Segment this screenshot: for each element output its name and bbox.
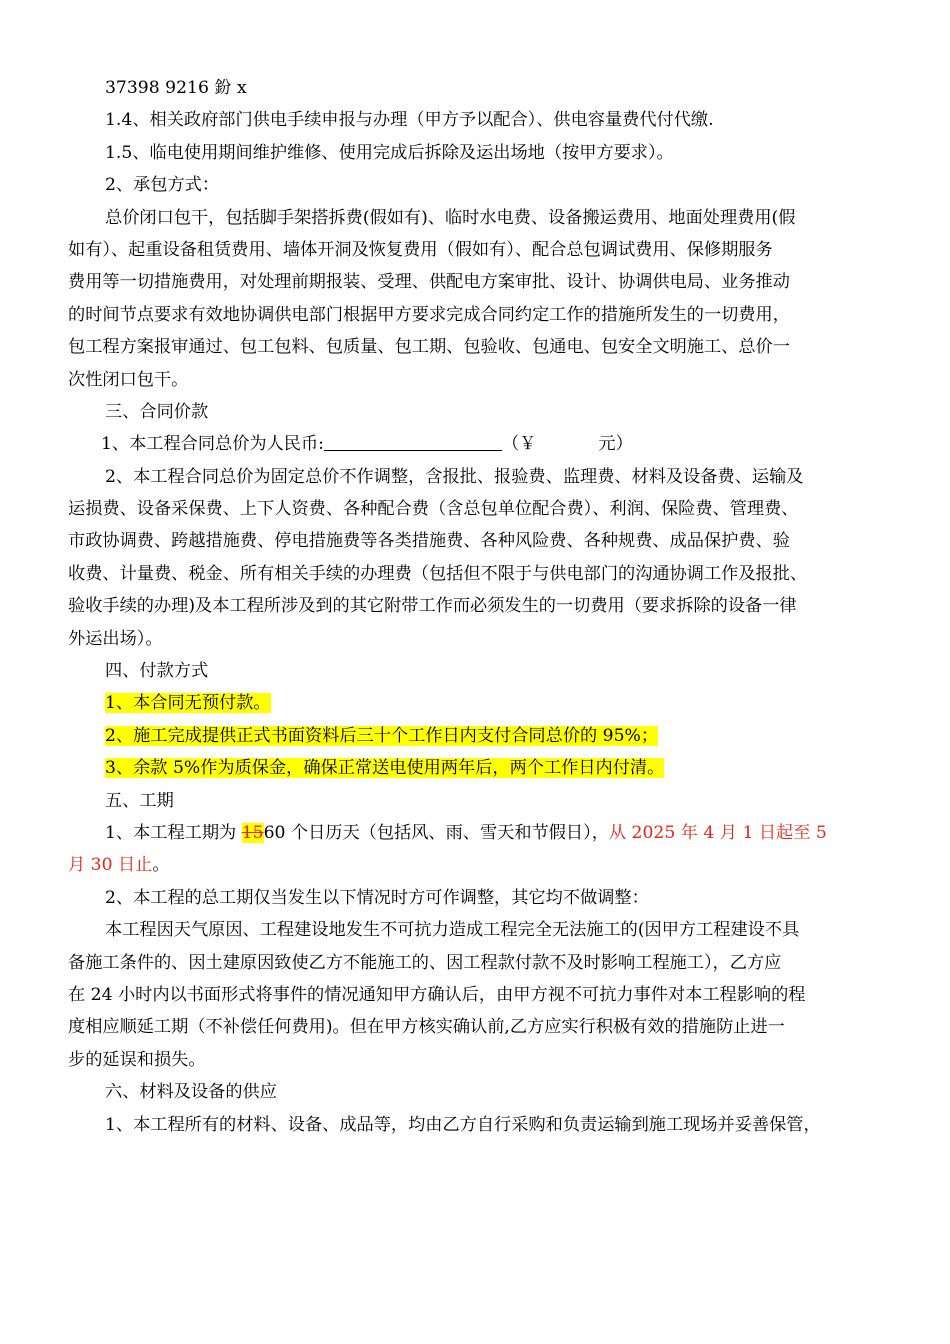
inserted-revision-text: 月 30 日止 bbox=[68, 855, 153, 876]
document-page bbox=[68, 72, 888, 1141]
price-blank-field bbox=[324, 432, 502, 451]
text-line: 1.5、临电使用期间维护维修、使用完成后拆除及运出场地（按甲方要求）。 bbox=[105, 142, 674, 163]
text-line: 次性闭口包干。 bbox=[68, 369, 189, 390]
highlighted-text: 2、施工完成提供正式书面资料后三十个工作日内支付合同总价的 95%； bbox=[105, 725, 659, 746]
text-line: 运损费、设备采保费、上下人资费、各种配合费（含总包单位配合费）、利润、保险费、管理费、 bbox=[68, 499, 799, 520]
payment-item-1 bbox=[68, 687, 888, 719]
text-line: 在 24 小时内以书面形式将事件的情况通知甲方确认后，由甲方视不可抗力事件对本工程影响的程 bbox=[68, 984, 806, 1005]
text-line: 2、本工程的总工期仅当发生以下情况时方可作调整，其它均不做调整： bbox=[105, 887, 649, 908]
text-line: 本工程因天气原因、工程建设地发生不可抗力造成工程完全无法施工的(因甲方工程建设不具 bbox=[105, 920, 800, 941]
text-line: 验收手续的办理)及本工程所涉及到的其它附带工作而必须发生的一切费用（要求拆除的设备一律 bbox=[68, 596, 797, 617]
price-paren-open: （￥ bbox=[501, 434, 537, 455]
text-line: 收费、计量费、税金、所有相关手续的办理费（包括但不限于与供电部门的沟通协调工作及报批、 bbox=[68, 563, 808, 584]
payment-item-3 bbox=[68, 752, 888, 784]
text-line: 2、本工程合同总价为固定总价不作调整，含报批、报验费、监理费、材料及设备费、运输及 bbox=[105, 466, 804, 487]
text-line: 包工程方案报审通过、包工包料、包质量、包工期、包验收、包通电、包安全文明施工、总价一 bbox=[68, 337, 790, 358]
text-line: 备施工条件的、因土建原因致使乙方不能施工的、因工程款付款不及时影响工程施工），乙方应 bbox=[68, 952, 782, 973]
schedule-text: 。 bbox=[152, 855, 170, 876]
section-heading: 四、付款方式 bbox=[105, 661, 209, 682]
section-heading: 三、合同价款 bbox=[105, 401, 209, 422]
text-line: 37398 9216 鈖 x bbox=[105, 78, 247, 98]
section-heading: 2、承包方式： bbox=[105, 175, 220, 196]
deleted-revision-text: 15 bbox=[241, 822, 264, 843]
schedule-text: 1、本工程工期为 bbox=[105, 822, 242, 843]
section-heading: 五、工期 bbox=[105, 790, 174, 811]
schedule-line bbox=[68, 817, 888, 849]
text-line: 1、本工程所有的材料、设备、成品等，均由乙方自行采购和负责运输到施工现场并妥善保管， bbox=[105, 1114, 821, 1135]
highlighted-text: 3、余款 5%作为质保金，确保正常送电使用两年后，两个工作日内付清。 bbox=[105, 758, 665, 779]
text-line: 的时间节点要求有效地协调供电部门根据甲方要求完成合同约定工作的措施所发生的一切费用， bbox=[68, 304, 790, 325]
text-line: 1.4、相关政府部门供电手续申报与办理（甲方予以配合）、供电容量费代付代缴. bbox=[105, 110, 714, 131]
schedule-line-continued bbox=[68, 849, 888, 881]
text-line: 外运出场）。 bbox=[68, 628, 163, 649]
text-line: 如有）、起重设备租赁费用、墙体开洞及恢复费用（假如有）、配合总包调试费用、保修期服务 bbox=[68, 239, 773, 260]
price-unit: 元） bbox=[598, 434, 633, 455]
text-line: 步的延误和损失。 bbox=[68, 1049, 206, 1070]
section-heading: 六、材料及设备的供应 bbox=[105, 1082, 277, 1103]
schedule-text: 60 个日历天（包括风、雨、雪天和节假日）， bbox=[263, 822, 609, 843]
inserted-revision-text: 从 2025 年 4 月 1 日起至 5 bbox=[608, 822, 827, 843]
contract-price-label: 1、本工程合同总价为人民币: bbox=[101, 434, 324, 455]
text-line: 费用等一切措施费用，对处理前期报装、受理、供配电方案审批、设计、协调供电局、业务推动 bbox=[68, 272, 790, 293]
text-line: 度相应顺延工期（不补偿任何费用)。但在甲方核实确认前,乙方应实行积极有效的措施防止进一 bbox=[68, 1017, 785, 1038]
payment-item-2 bbox=[68, 720, 888, 752]
text-line: 市政协调费、跨越措施费、停电措施费等各类措施费、各种风险费、各种规费、成品保护费、验 bbox=[68, 531, 790, 552]
highlighted-text: 1、本合同无预付款。 bbox=[105, 693, 271, 714]
text-line: 总价闭口包干，包括脚手架搭拆费(假如有)、临时水电费、设备搬运费用、地面处理费用(假 bbox=[105, 207, 796, 228]
contract-price-line bbox=[68, 428, 888, 460]
